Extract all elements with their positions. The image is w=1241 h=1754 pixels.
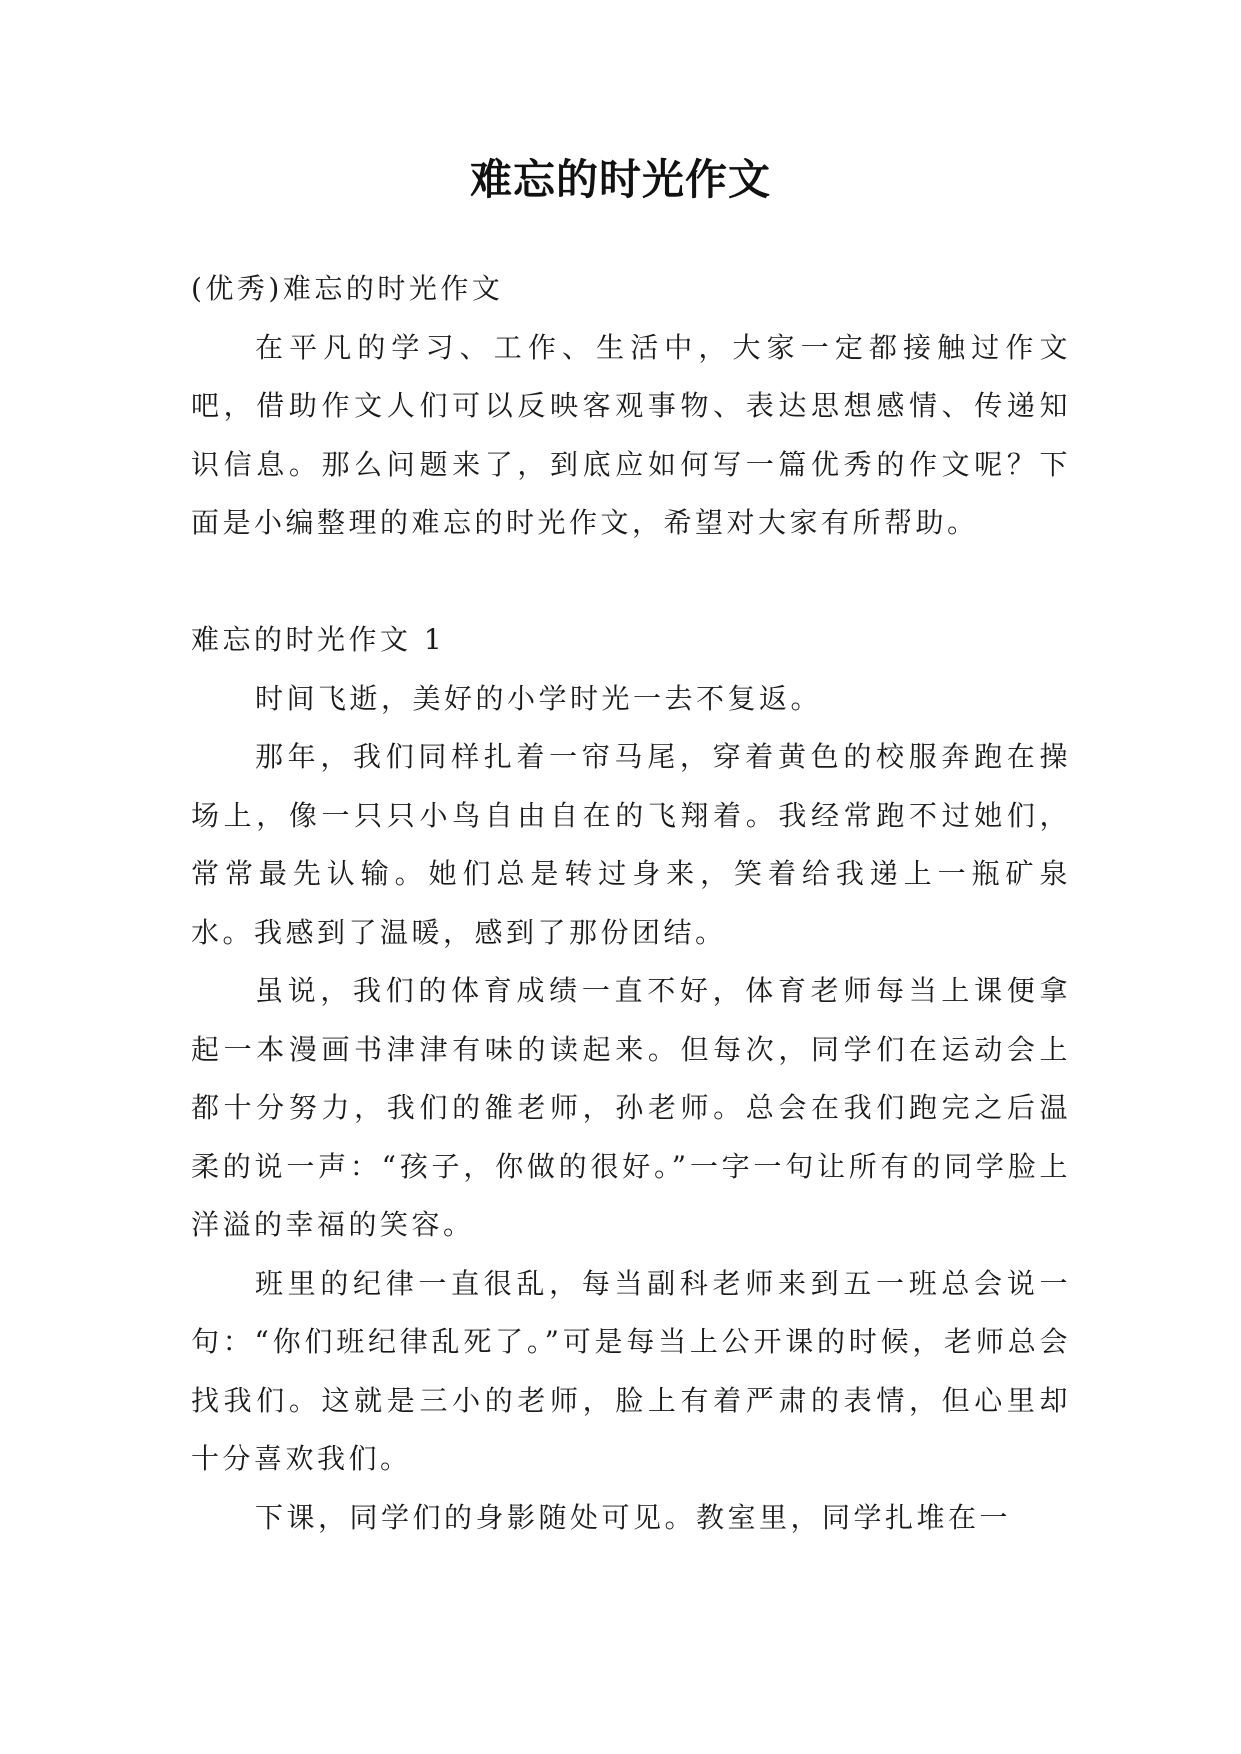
document-body	[191, 260, 1071, 1547]
document-title: 难忘的时光作文	[469, 155, 771, 204]
body-paragraph-1: 时间飞逝，美好的小学时光一去不复返。	[255, 681, 823, 715]
body-paragraph-4: 班里的纪律一直很乱，每当副科老师来到五一班总会说一句：“你们班纪律乱死了。”可是每当上公开课的时候，老师总会找我们。这就是三小的老师，脸上有着严肃的表情，但心里却十分喜欢我们。	[191, 1266, 1071, 1475]
body-paragraph-3: 虽说，我们的体育成绩一直不好，体育老师每当上课便拿起一本漫画书津津有味的读起来。但每次，同学们在运动会上都十分努力，我们的雒老师，孙老师。总会在我们跑完之后温柔的说一声：“孩子，你做的很好。”一字一句让所有的同学脸上洋溢的幸福的笑容。	[191, 974, 1071, 1241]
document-subtitle: (优秀)难忘的时光作文	[191, 272, 504, 305]
section-heading: 难忘的时光作文 1	[191, 623, 446, 656]
body-paragraph-2: 那年，我们同样扎着一帘马尾，穿着黄色的校服奔跑在操场上，像一只只小鸟自由自在的飞翔着。我经常跑不过她们，常常最先认输。她们总是转过身来，笑着给我递上一瓶矿泉水。我感到了温暖，感到了那份团结。	[191, 740, 1071, 949]
body-paragraph-5: 下课，同学们的身影随处可见。教室里，同学扎堆在一	[255, 1500, 1012, 1534]
intro-paragraph: 在平凡的学习、工作、生活中，大家一定都接触过作文吧，借助作文人们可以反映客观事物、表达思想感情、传递知识信息。那么问题来了，到底应如何写一篇优秀的作文呢？下面是小编整理的难忘的时光作文，希望对大家有所帮助。	[191, 330, 1071, 539]
paragraph-gap	[191, 553, 1071, 612]
